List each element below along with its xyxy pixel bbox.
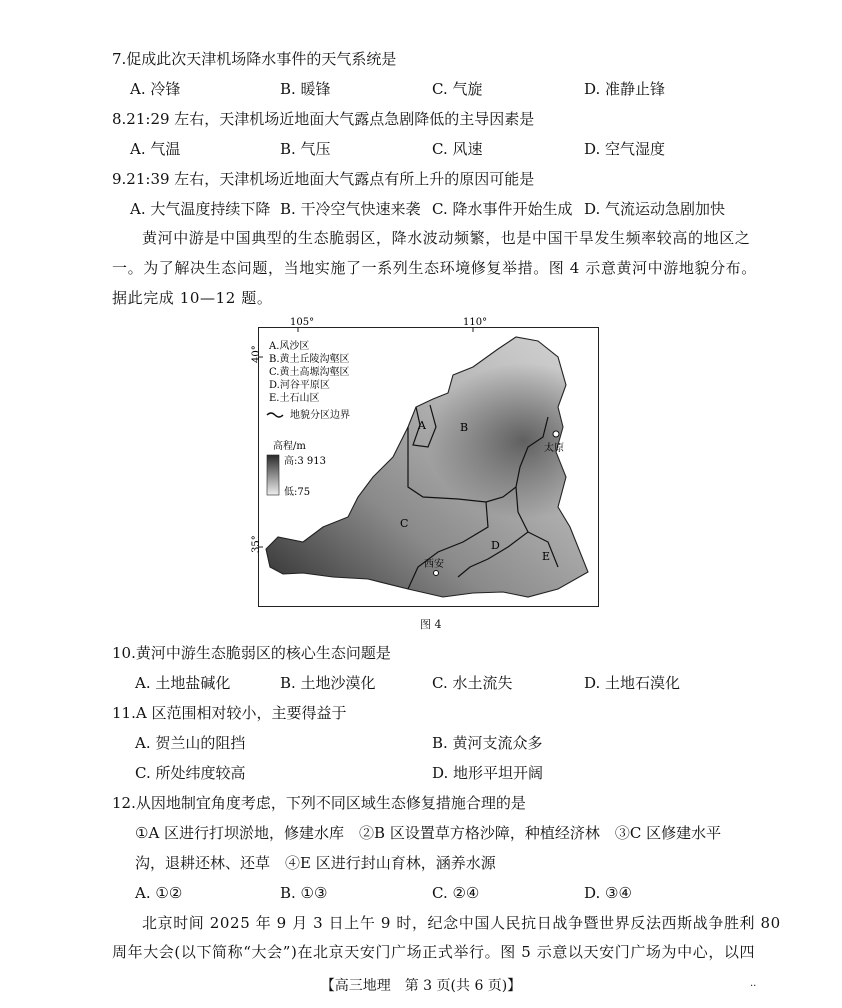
- legend-c: C.黄土高塬沟壑区: [269, 367, 350, 378]
- q9-option-c: C. 降水事件开始生成: [432, 200, 573, 218]
- xian-label: 西安: [424, 559, 444, 570]
- q10-option-d: D. 土地石漠化: [584, 674, 681, 692]
- q10-stem: 10.黄河中游生态脆弱区的核心生态问题是: [112, 644, 391, 662]
- lon-label-110: 110°: [463, 317, 488, 328]
- q7-stem: 7.促成此次天津机场降水事件的天气系统是: [112, 50, 397, 68]
- q12-stem: 12.从因地制宜角度考虑，下列不同区域生态修复措施合理的是: [112, 794, 526, 812]
- q12-option-a: A. ①②: [135, 884, 183, 902]
- legend-e: E.土石山区: [269, 393, 320, 404]
- q8-option-a: A. 气温: [130, 140, 181, 158]
- passage2-line2: 周年大会(以下简称“大会”)在北京天安门广场正式举行。图 5 示意以天安门广场为中心，以四: [112, 943, 756, 961]
- q11-option-d: D. 地形平坦开阔: [432, 764, 544, 782]
- lat-label-40: 40°: [251, 345, 262, 363]
- legend-boundary-label: 地貌分区边界: [290, 410, 350, 421]
- lat-label-35: 35°: [251, 535, 262, 553]
- passage2-line1: 北京时间 2025 年 9 月 3 日上午 9 时，纪念中国人民抗日战争暨世界反法西斯战争胜利 80: [142, 914, 781, 932]
- region-a-label: A: [418, 419, 426, 432]
- passage1-line2: 一。为了解决生态问题，当地实施了一系列生态环境修复举措。图 4 示意黄河中游地貌分布。: [112, 259, 757, 277]
- region-c-label: C: [400, 517, 409, 530]
- q8-option-b: B. 气压: [280, 140, 331, 158]
- q8-stem: 8.21:29 左右，天津机场近地面大气露点急剧降低的主导因素是: [112, 110, 535, 128]
- q10-option-a: A. 土地盐碱化: [135, 674, 231, 692]
- q11-option-c: C. 所处纬度较高: [135, 764, 246, 782]
- q12-statement-line1: ①A 区进行打坝淤地，修建水库 ②B 区设置草方格沙障，种植经济林 ③C 区修建水平: [135, 824, 722, 842]
- q12-option-b: B. ①③: [280, 884, 328, 902]
- q10-option-b: B. 土地沙漠化: [280, 674, 376, 692]
- q7-option-a: A. 冷锋: [130, 80, 181, 98]
- q11-stem: 11.A 区范围相对较小，主要得益于: [112, 704, 347, 722]
- q9-stem: 9.21:39 左右，天津机场近地面大气露点有所上升的原因可能是: [112, 170, 535, 188]
- region-e-label: E: [542, 550, 551, 563]
- xian-marker: [434, 571, 439, 576]
- elevation-low-label: 低:75: [284, 487, 311, 498]
- page-footer: 【高三地理 第 3 页(共 6 页)】: [320, 978, 522, 994]
- legend-d: D.河谷平原区: [269, 380, 330, 391]
- q9-option-b: B. 干冷空气快速来袭: [280, 200, 421, 218]
- taiyuan-label: 太原: [544, 443, 564, 454]
- q9-option-d: D. 气流运动急剧加快: [584, 200, 726, 218]
- q11-option-b: B. 黄河支流众多: [432, 734, 543, 752]
- q7-option-d: D. 准静止锋: [584, 80, 666, 98]
- q12-option-c: C. ②④: [432, 884, 480, 902]
- q8-option-d: D. 空气湿度: [584, 140, 666, 158]
- elevation-high-label: 高:3 913: [284, 456, 326, 467]
- taiyuan-marker: [553, 431, 559, 437]
- passage1-line1: 黄河中游是中国典型的生态脆弱区，降水波动频繁，也是中国干旱发生频率较高的地区之: [142, 229, 751, 247]
- legend-a: A.风沙区: [269, 341, 310, 352]
- q12-statement-line2: 沟，退耕还林、还草 ④E 区进行封山育林，涵养水源: [135, 854, 496, 872]
- q12-option-d: D. ③④: [584, 884, 632, 902]
- corner-mark: ..: [750, 978, 757, 989]
- region-b-label: B: [460, 421, 469, 434]
- q9-option-a: A. 大气温度持续下降: [130, 200, 271, 218]
- q11-option-a: A. 贺兰山的阻挡: [135, 734, 246, 752]
- elevation-color-bar: [267, 455, 279, 495]
- q8-option-c: C. 风速: [432, 140, 483, 158]
- q7-option-c: C. 气旋: [432, 80, 483, 98]
- elevation-title: 高程/m: [273, 441, 306, 452]
- q7-option-b: B. 暖锋: [280, 80, 331, 98]
- passage1-line3: 据此完成 10—12 题。: [112, 289, 273, 307]
- region-d-label: D: [491, 539, 500, 552]
- legend-b: B.黄土丘陵沟壑区: [269, 354, 350, 365]
- figure-4-caption: 图 4: [420, 618, 442, 631]
- yellow-river-middle-reaches-map: [251, 317, 599, 607]
- q10-option-c: C. 水土流失: [432, 674, 513, 692]
- lon-label-105: 105°: [290, 317, 315, 328]
